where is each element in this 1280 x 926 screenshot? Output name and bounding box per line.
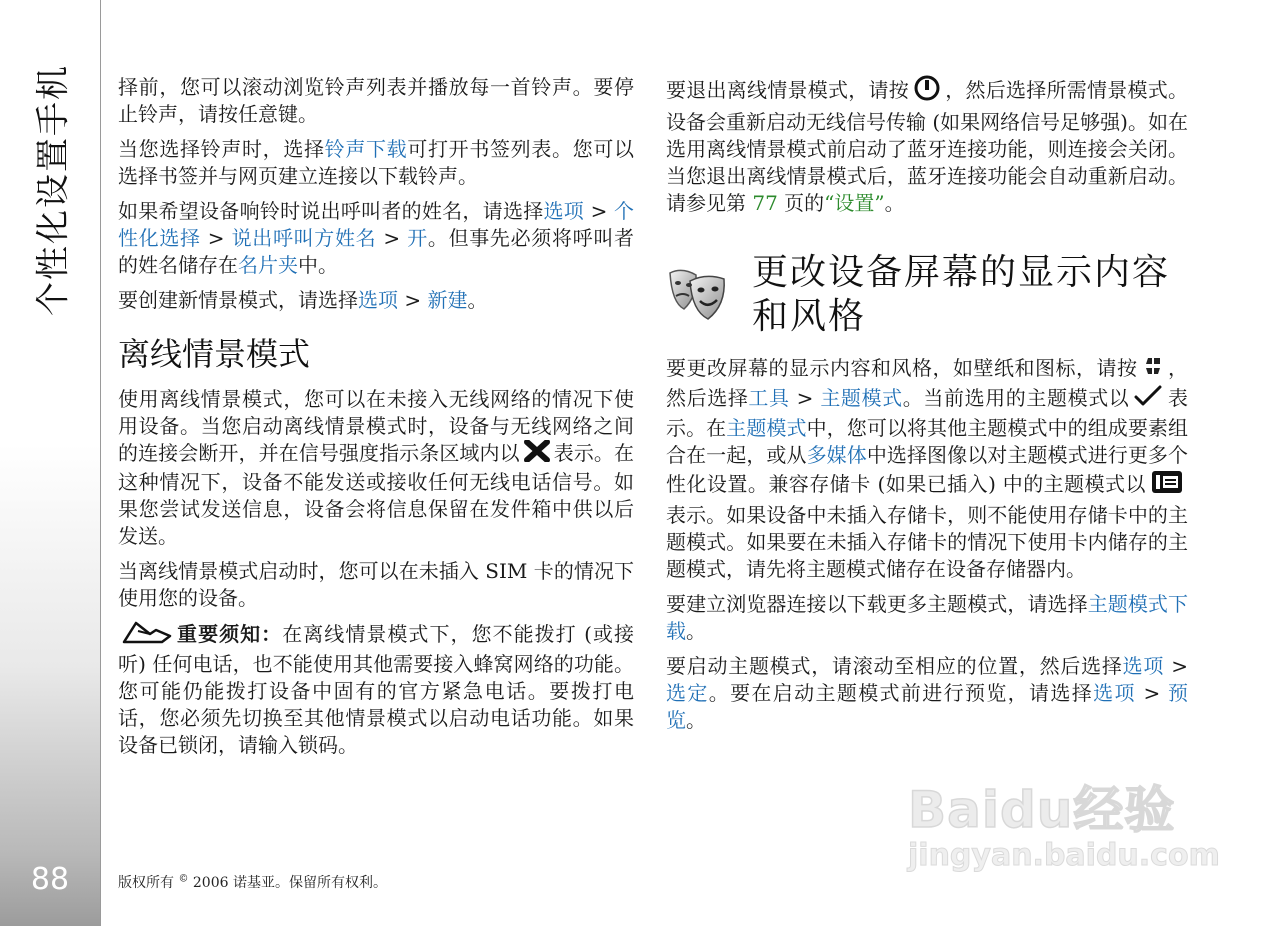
left-column (118, 74, 634, 767)
theatre-masks-icon (666, 263, 728, 325)
preview-link[interactable]: 预览 (666, 681, 1189, 732)
warning-hand-icon (122, 620, 172, 651)
baidu-watermark (908, 770, 1220, 873)
themes-paragraph: 要更改屏幕的显示内容和风格，如壁纸和图标，请按 ，然后选择工具 > 主题模式。当前选用的主题模式以 表示。在主题模式中，您可以将其他主题模式中的组成要素组合在一起，或从多媒体中选择图像以对主题模式进行更多个性化设置。兼容存储卡 (如果已插入) 中的主题模式以表示。如果设备中未插入存储卡，则不能使用存储卡中的主题模式。如果要在未插入存储卡的情况下使用卡内储存的主题模式，请先将主题模式储存在设备存储器内。 (666, 356, 1189, 581)
ringtone-download-link[interactable]: 铃声下载 (324, 137, 408, 161)
offline-x-icon (524, 440, 550, 469)
memory-card-icon (1150, 469, 1184, 502)
sim-paragraph: 当离线情景模式启动时，您可以在未插入 SIM 卡的情况下使用您的设备。 (118, 559, 634, 610)
themes-heading: 更改设备屏幕的显示内容和风格 (752, 252, 1171, 337)
options-link[interactable]: 选项 (1093, 681, 1136, 705)
say-caller-name-link[interactable]: 说出呼叫方姓名 (231, 226, 377, 250)
watermark-url: jingyan.baidu.com (908, 838, 1220, 873)
gallery-link[interactable]: 多媒体 (806, 443, 867, 467)
themes-section-header (666, 251, 1188, 339)
theme-download-link[interactable]: 主题模式下载 (666, 592, 1189, 643)
theme-download-paragraph: 要建立浏览器连接以下载更多主题模式，请选择主题模式下载。 (666, 592, 1189, 643)
page-reference[interactable]: 77 (752, 191, 778, 215)
sidebar (0, 0, 101, 926)
offline-paragraph: 使用离线情景模式，您可以在未接入无线网络的情况下使用设备。当您启动离线情景模式时，设备与无线网络之间的连接会断开，并在信号强度指示条区域内以 表示。在这种情况下，设备不能发送或接收任何无线电话信号。如果您尝试发送信息，设备会将信息保留在发件箱中供以后发送。 (118, 387, 635, 548)
options-link[interactable]: 选项 (358, 288, 398, 312)
menu-key-icon (1142, 355, 1164, 384)
settings-link[interactable]: “设置” (824, 191, 885, 215)
copyright-symbol: © (178, 873, 189, 885)
power-key-icon (913, 74, 941, 109)
themes-link[interactable]: 主题模式 (820, 386, 903, 410)
caller-name-paragraph: 如果希望设备响铃时说出呼叫者的姓名，请选择选项 > 个性化选择 > 说出呼叫方姓名 > 开。但事先必须将呼叫者的姓名储存在名片夹中。 (118, 199, 635, 277)
copyright-footer: 版权所有 © 2006 诺基亚。保留所有权利。 (118, 873, 387, 891)
chapter-title: 个性化设置手机 (33, 64, 74, 316)
contacts-link[interactable]: 名片夹 (238, 253, 298, 277)
ringtone-download-paragraph: 当您选择铃声时，选择铃声下载可打开书签列表。您可以选择书签并与网页建立连接以下载铃声。 (118, 137, 635, 188)
activate-theme-paragraph: 要启动主题模式，请滚动至相应的位置，然后选择选项 > 选定。要在启动主题模式前进行预览，请选择选项 > 预览。 (666, 654, 1189, 732)
watermark-brand: Baidu经验 (908, 781, 1176, 839)
options-link[interactable]: 选项 (1122, 654, 1165, 678)
themes-link[interactable]: 主题模式 (726, 416, 807, 440)
apply-link[interactable]: 选定 (666, 681, 709, 705)
page-number: 88 (30, 862, 70, 897)
personalize-link[interactable]: 个性化选择 (118, 199, 635, 250)
offline-heading: 离线情景模式 (118, 335, 311, 373)
new-link[interactable]: 新建 (427, 288, 468, 312)
right-column (666, 74, 1188, 742)
on-link[interactable]: 开 (407, 226, 428, 250)
checkmark-icon (1133, 384, 1163, 415)
ringtone-paragraph: 择前，您可以滚动浏览铃声列表并播放每一首铃声。要停止铃声，请按任意键。 (118, 75, 634, 126)
exit-offline-paragraph: 要退出离线情景模式，请按 ，然后选择所需情景模式。设备会重新启动无线信号传输 (如果网络信号足够强)。如在选用离线情景模式前启动了蓝牙连接功能，则连接会关闭。当您退出离线情景模式后，蓝牙连接功能会自动重新启动。请参见第 77 页的“设置”。 (666, 74, 1188, 217)
warning-paragraph: 重要须知：在离线情景模式下，您不能拨打 (或接听) 任何电话，也不能使用其他需要接入蜂窝网络的功能。您可能仍能拨打设备中固有的官方紧急电话。要拨打电话，您必须先切换至其他情景模式以启动电话功能。如果设备已锁闭，请输入锁码。 (118, 622, 634, 757)
new-profile-paragraph: 要创建新情景模式，请选择选项 > 新建。 (118, 288, 488, 312)
options-link[interactable]: 选项 (543, 199, 585, 223)
tools-link[interactable]: 工具 (748, 386, 790, 410)
